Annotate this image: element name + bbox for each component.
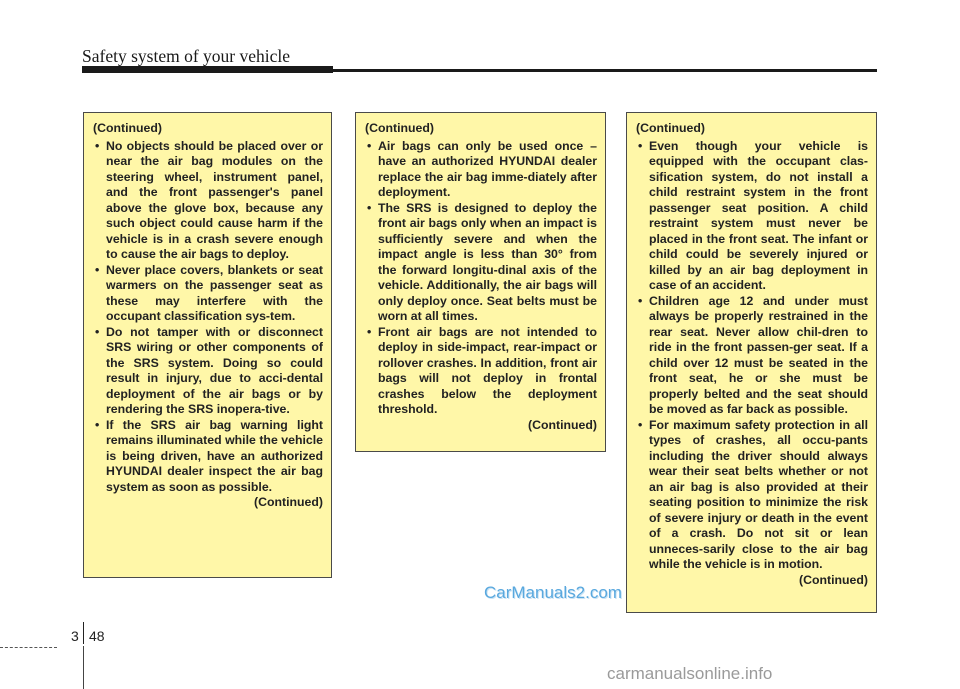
continued-tail: (Continued) bbox=[799, 572, 868, 587]
list-item: • Air bags can only be used once – have an authorized HYUNDAI dealer replace the air bag imme-diately after deployment. bbox=[365, 139, 597, 201]
warning-box-2 bbox=[355, 112, 606, 452]
continued-tail: (Continued) bbox=[528, 417, 597, 432]
list-item: • Front air bags are not intended to deploy in side-impact, rear-impact or rollover crashes. In addition, front air bags will not deploy in frontal crashes below the deployment threshold. bbox=[365, 325, 597, 418]
footer-site-link[interactable]: carmanualsonline.info bbox=[607, 664, 773, 683]
warning-list bbox=[93, 139, 323, 496]
warning-list bbox=[365, 139, 597, 418]
list-item: • The SRS is designed to deploy the front air bags only when an impact is sufficiently severe and when the impact angle is less than 30° from the forward longitu-dinal axis of the vehicle. Additionally, the air bags will only deploy once. Seat belts must be worn at all times. bbox=[365, 201, 597, 325]
warning-list bbox=[636, 139, 868, 573]
page-header-title: Safety system of your vehicle bbox=[82, 46, 291, 66]
watermark-link[interactable]: CarManuals2.com bbox=[484, 583, 622, 602]
section-number: 3 bbox=[71, 628, 79, 644]
page-number: 48 bbox=[89, 628, 105, 644]
page-number-divider bbox=[83, 622, 84, 644]
list-item: • Do not tamper with or disconnect SRS wiring or other components of the SRS system. Doing so could result in injury, due to acci-dental deployment of the air bags or by rendering the SRS inopera-tive. bbox=[93, 325, 323, 418]
header-rule bbox=[82, 69, 877, 72]
list-item: • If the SRS air bag warning light remains illuminated while the vehicle is being driven, have an authorized HYUNDAI dealer inspect the air bag system as soon as possible. bbox=[93, 418, 323, 496]
continued-head: (Continued) bbox=[365, 121, 434, 135]
list-item: • Children age 12 and under must always be properly restrained in the rear seat. Never allow chil-dren to ride in the front passen-ger seat. If a child over 12 must be seated in the front seat, he or she must be properly belted and the seat should be moved as far back as possible. bbox=[636, 294, 868, 418]
warning-box-3 bbox=[626, 112, 877, 613]
warning-box-1 bbox=[83, 112, 332, 578]
crop-mark-vertical bbox=[83, 646, 84, 689]
continued-tail: (Continued) bbox=[254, 495, 323, 509]
list-item: • Even though your vehicle is equipped with the occupant clas-sification system, do not install a child restraint system in the front passenger seat position. A child restraint system must never be placed in the front seat. The infant or child could be severely injured or killed by an air bag deployment in case of an accident. bbox=[636, 139, 868, 294]
list-item: • For maximum safety protection in all types of crashes, all occu-pants including the driver should always wear their seat belts whether or not an air bag is also provided at their seating position to minimize the risk of severe injury or death in the event of a crash. Do not sit or lean unneces-sarily close to the air bag while the vehicle is in motion. bbox=[636, 418, 868, 573]
continued-head: (Continued) bbox=[636, 121, 705, 135]
list-item: • No objects should be placed over or near the air bag modules on the steering wheel, instrument panel, and the front passenger's panel above the glove box, because any such object could cause harm if the vehicle is in a crash severe enough to cause the air bags to deploy. bbox=[93, 139, 323, 263]
crop-mark-horizontal bbox=[0, 647, 57, 649]
list-item: • Never place covers, blankets or seat warmers on the passenger seat as these may interfere with the occupant classification sys-tem. bbox=[93, 263, 323, 325]
continued-head: (Continued) bbox=[93, 121, 162, 135]
